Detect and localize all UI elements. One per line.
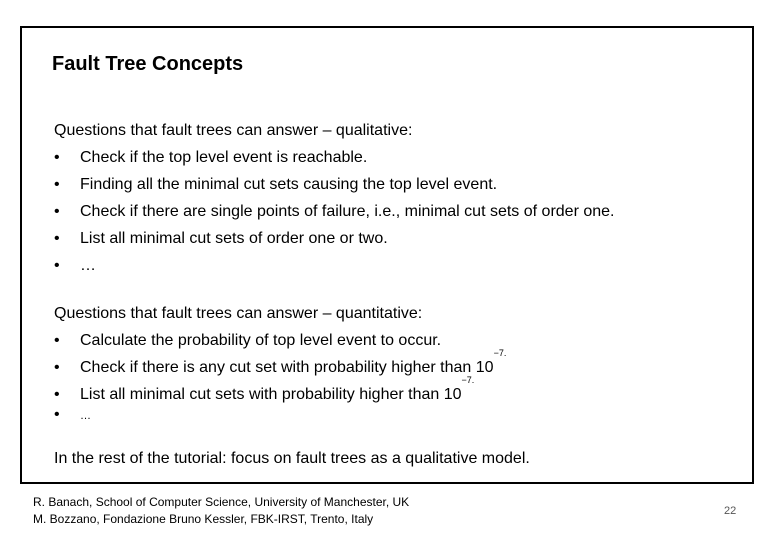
- bullet: •: [54, 386, 60, 403]
- item-text: List all minimal cut sets with probability higher than: [80, 386, 444, 403]
- qualitative-section: [54, 117, 614, 279]
- quantitative-section: [54, 300, 506, 426]
- list-item: [54, 327, 506, 354]
- list-item-text: Calculate the probability of top level event to occur.: [80, 332, 442, 349]
- list-item-text: …: [80, 257, 96, 274]
- bullet: •: [54, 149, 60, 166]
- item-text: Check if there is any cut set with probability higher than: [80, 359, 476, 376]
- exponent-base: 10: [443, 386, 462, 403]
- list-item: [54, 171, 614, 198]
- list-item-text: Finding all the minimal cut sets causing the top level event.: [80, 176, 498, 193]
- bullet: •: [54, 359, 60, 376]
- exponent: −7.: [493, 348, 507, 358]
- page-number: 22: [724, 505, 737, 517]
- bullet: •: [54, 332, 60, 349]
- list-item: [54, 144, 614, 171]
- bullet: •: [54, 406, 60, 423]
- quantitative-heading: Questions that fault trees can answer – quantitative:: [54, 305, 423, 322]
- list-item: [54, 348, 507, 381]
- list-item-text: List all minimal cut sets of order one or two.: [80, 230, 388, 247]
- list-item: [54, 408, 506, 426]
- exponent-base: 10: [475, 359, 494, 376]
- exponent: −7.: [461, 375, 475, 385]
- bullet: •: [54, 230, 60, 247]
- list-item-text: Check if the top level event is reachable.: [80, 149, 368, 166]
- list-item-text: Check if there are single points of failure, i.e., minimal cut sets of order one.: [80, 203, 615, 220]
- list-item: [54, 252, 614, 279]
- bullet: •: [54, 203, 60, 220]
- list-item: [54, 375, 506, 408]
- bullet: •: [54, 257, 60, 274]
- footer-line: R. Banach, School of Computer Science, University of Manchester, UK: [33, 495, 410, 509]
- slide-title: Fault Tree Concepts: [52, 53, 244, 75]
- list-item: [54, 198, 614, 225]
- list-item-text: …: [80, 410, 91, 422]
- list-item-text: [80, 348, 507, 381]
- qualitative-heading: Questions that fault trees can answer – qualitative:: [54, 122, 413, 139]
- conclusion-text: In the rest of the tutorial: focus on fault trees as a qualitative model.: [54, 450, 530, 467]
- list-item: [54, 225, 614, 252]
- footer-line: M. Bozzano, Fondazione Bruno Kessler, FBK-IRST, Trento, Italy: [33, 512, 374, 526]
- footer-credits: [33, 494, 409, 528]
- bullet: •: [54, 176, 60, 193]
- list-item-text: [80, 375, 475, 408]
